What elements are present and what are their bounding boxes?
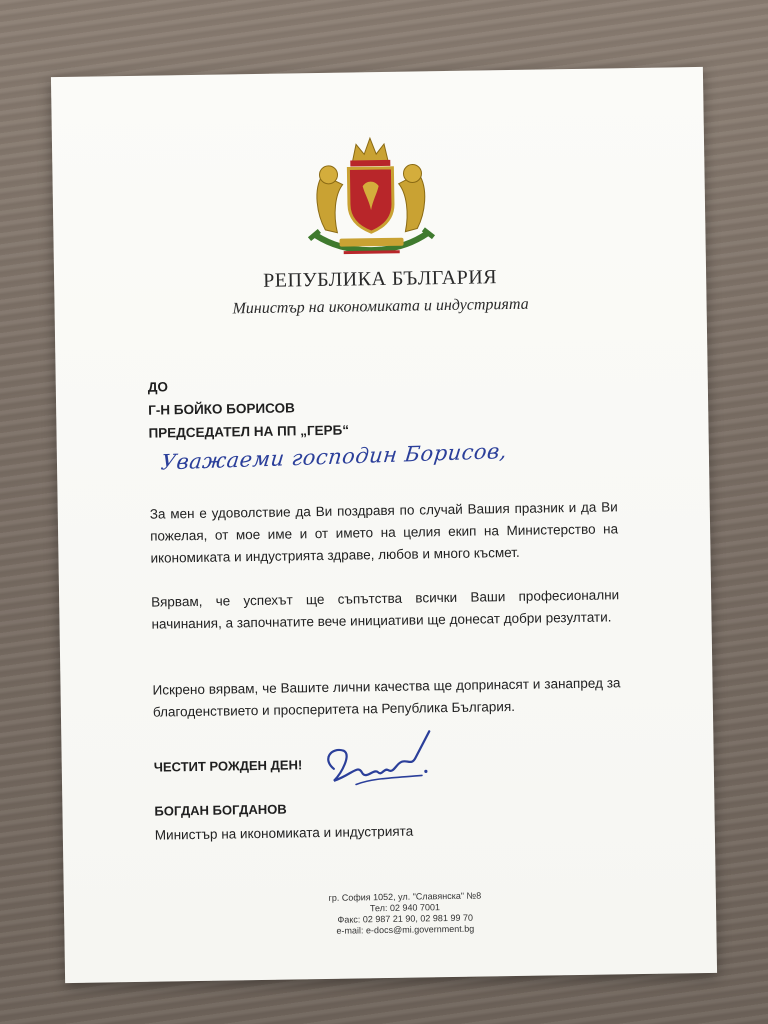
footer-email: e-mail: e-docs@mi.government.bg <box>336 923 475 936</box>
body-paragraph-1: За мен е удоволствие да Ви поздравя по случай Вашия празник и да Ви пожелая, от мое име и от името на целия екип на Министерство на икономиката и индустрията здраве, любов и много късмет. <box>149 499 619 566</box>
addressee-to: ДО <box>147 379 169 395</box>
footer-phone: Тел: 02 940 7001 <box>369 902 441 914</box>
signature-icon <box>311 727 442 799</box>
ministry-heading: Министър на икономиката и индустрията <box>232 295 529 318</box>
addressee-name: Г-Н БОЙКО БОРИСОВ <box>148 400 295 418</box>
addressee-position: ПРЕДСЕДАТЕЛ НА ПП „ГЕРБ“ <box>148 422 350 441</box>
footer-address: гр. София 1052, ул. "Славянска" №8 <box>328 890 482 903</box>
footer-fax: Факс: 02 987 21 90, 02 981 99 70 <box>337 912 474 925</box>
letter-page <box>51 67 717 983</box>
addressee-block <box>148 373 350 445</box>
coat-of-arms-icon <box>302 133 440 263</box>
closing-greeting: ЧЕСТИТ РОЖДЕН ДЕН! <box>153 757 303 775</box>
signer-title: Министър на икономиката и индустрията <box>154 823 414 843</box>
body-paragraph-2: Вярвам, че успехът ще съпътства всички Ваши професионални начинания, а започнатите вече инициативи ще донесат добри резултати. <box>151 587 620 632</box>
country-heading: РЕПУБЛИКА БЪЛГАРИЯ <box>263 266 498 292</box>
body-paragraph-3: Искрено вярвам, че Вашите лични качества ще допринасят и занапред за благоденствието и просперитета на Република България. <box>152 675 621 720</box>
footer-contacts <box>64 887 717 941</box>
signer-name: БОГДАН БОГДАНОВ <box>154 801 287 819</box>
handwritten-salutation: Уважаеми господин Борисов, <box>159 438 509 475</box>
